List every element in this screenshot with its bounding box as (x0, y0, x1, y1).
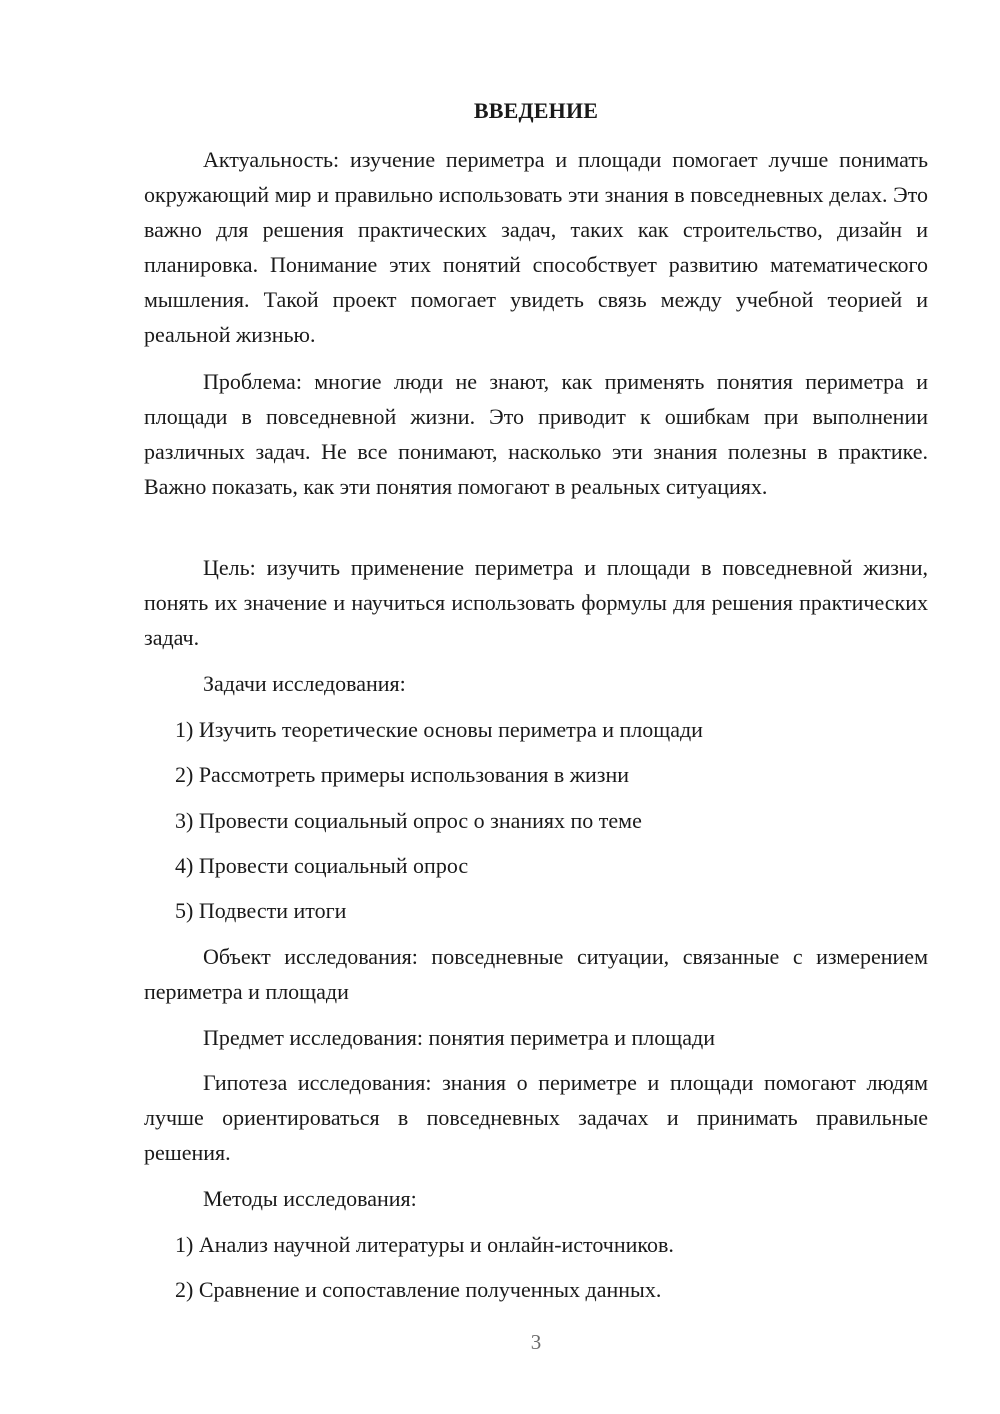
section-heading (0, 96, 1000, 126)
method-item: 2) Сравнение и сопоставление полученных данных. (175, 1277, 662, 1302)
relevance-paragraph: Актуальность: изучение периметра и площади помогает лучше понимать окружающий мир и правильно использовать эти знания в повседневных делах. Это важно для решения практических задач, таких как строительство, дизайн и планировка. Понимание этих понятий способствует развитию математического мышления. Такой проект помогает увидеть связь между учебной теорией и реальной жизнью. (144, 147, 928, 347)
tasks-title: Задачи исследования: (203, 671, 406, 696)
section-heading-text: ВВЕДЕНИЕ (473, 98, 599, 123)
subject-paragraph: Предмет исследования: понятия периметра и площади (203, 1025, 715, 1050)
task-item: 4) Провести социальный опрос (175, 853, 469, 878)
task-item: 3) Провести социальный опрос о знаниях по теме (175, 808, 642, 833)
task-item: 5) Подвести итоги (175, 898, 347, 923)
page-number: 3 (530, 1330, 542, 1354)
methods-title: Методы исследования: (203, 1186, 417, 1211)
problem-paragraph: Проблема: многие люди не знают, как применять понятия периметра и площади в повседневной жизни. Это приводит к ошибкам при выполнении различных задач. Не все понимают, насколько эти знания полезны в практике. Важно показать, как эти понятия помогают в реальных ситуациях. (144, 369, 928, 499)
object-paragraph: Объект исследования: повседневные ситуации, связанные с измерением периметра и площади (144, 944, 928, 1004)
task-item: 2) Рассмотреть примеры использования в жизни (175, 762, 630, 787)
method-item: 1) Анализ научной литературы и онлайн-источников. (175, 1232, 674, 1257)
task-item: 1) Изучить теоретические основы периметра и площади (175, 717, 703, 742)
goal-paragraph: Цель: изучить применение периметра и площади в повседневной жизни, понять их значение и научиться использовать формулы для решения практических задач. (144, 555, 928, 650)
hypothesis-paragraph: Гипотеза исследования: знания о периметре и площади помогают людям лучше ориентироваться в повседневных задачах и принимать правильные решения. (144, 1070, 928, 1165)
